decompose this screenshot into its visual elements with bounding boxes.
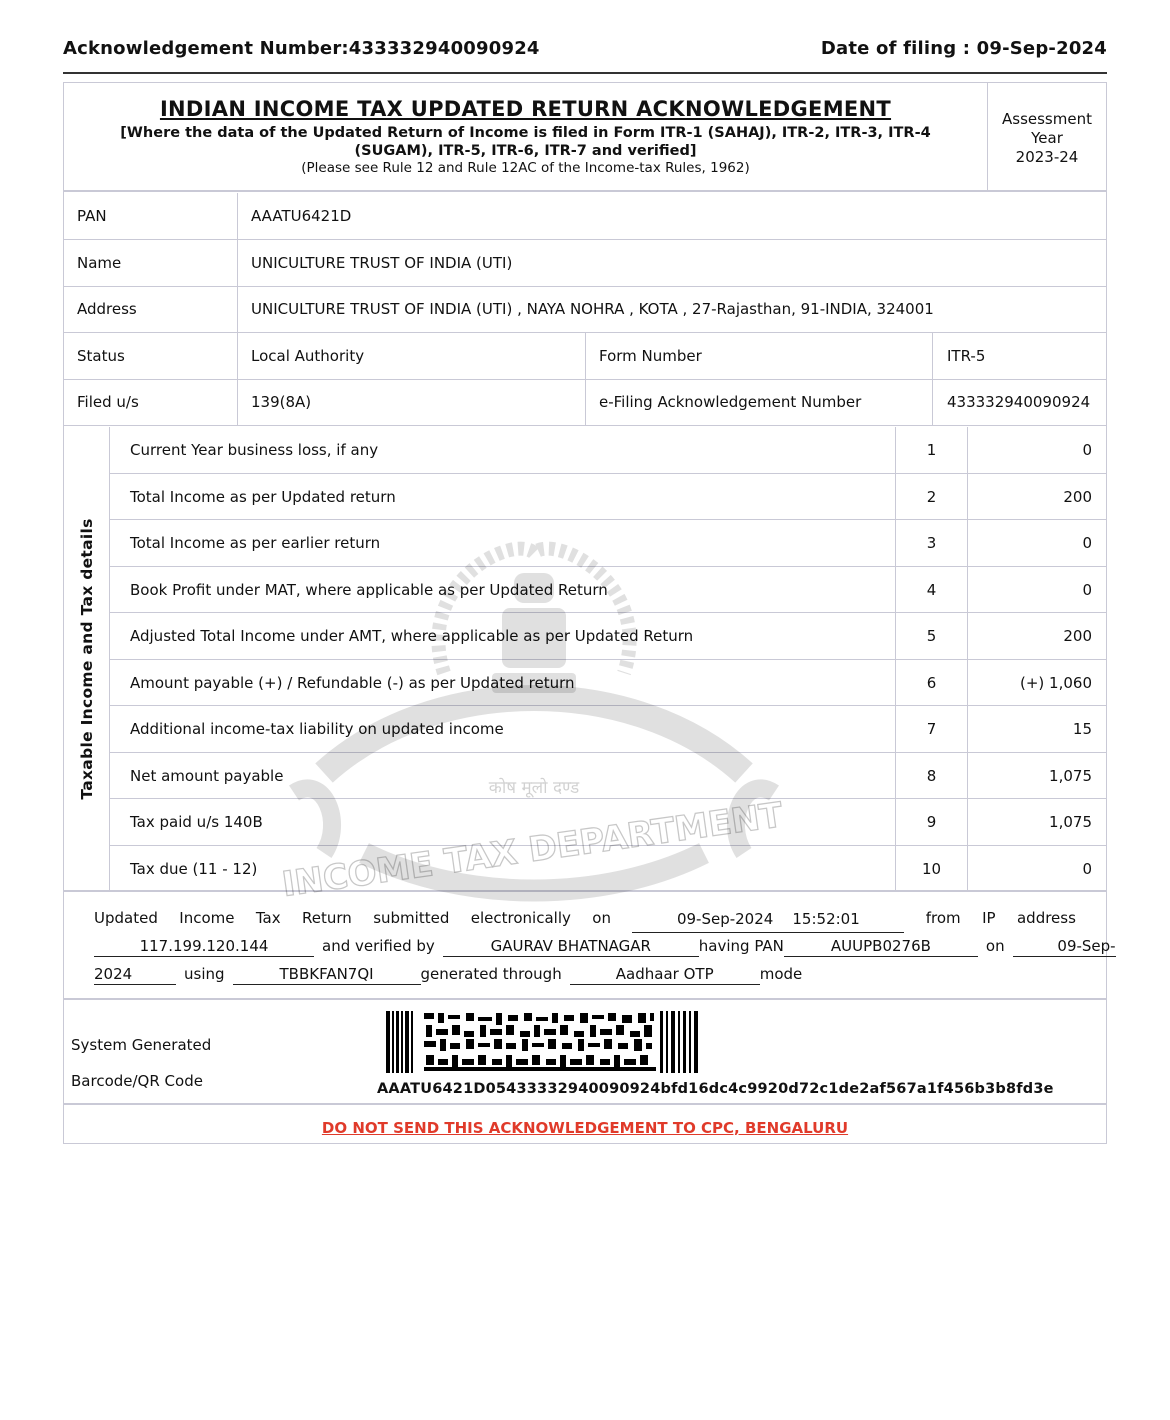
on-text: on [985, 937, 1005, 955]
row-number: 5 [896, 613, 968, 659]
barcode-icon [386, 1011, 706, 1075]
using-text: using [184, 965, 225, 983]
barcode-label-line-2: Barcode/QR Code [71, 1072, 203, 1090]
row-value: 1,075 [1049, 766, 1092, 785]
row-value: 15 [1072, 720, 1092, 738]
verifier-name: GAURAV BHATNAGAR [443, 936, 699, 957]
name-value: UNICULTURE TRUST OF INDIA (UTI) [251, 254, 513, 272]
ip-address: 117.199.120.144 [94, 936, 314, 957]
row-value: 0 [1082, 859, 1092, 878]
row-number: 3 [896, 520, 968, 566]
pan-label: PAN [64, 193, 238, 239]
filed-value: 139(8A) [238, 379, 586, 425]
seal-text: INCOME TAX DEPARTMENT [279, 795, 786, 906]
row-description: Additional income-tax liability on updated income [110, 706, 896, 752]
assessment-year [988, 83, 1106, 192]
row-value: 0 [1082, 580, 1092, 599]
address-label: Address [64, 286, 238, 332]
efiling-label: e-Filing Acknowledgement Number [586, 379, 933, 425]
row-value: 200 [1063, 487, 1092, 506]
row-number: 4 [896, 567, 968, 613]
statement-word: submitted [373, 909, 450, 927]
name-row [64, 240, 1106, 287]
table-row [110, 799, 1106, 846]
tax-side-label-column [64, 427, 110, 892]
page-title: INDIAN INCOME TAX UPDATED RETURN ACKNOWLEDGEMENT [159, 97, 892, 121]
row-description: Total Income as per Updated return [110, 474, 896, 520]
table-row [110, 846, 1106, 893]
verification-mode: Aadhaar OTP [570, 964, 760, 985]
barcode-section [64, 1001, 1106, 1105]
table-row [110, 520, 1106, 567]
statement-word: address [1016, 909, 1076, 927]
submission-statement [64, 893, 1116, 1000]
table-row [110, 613, 1106, 660]
top-bar [63, 38, 1107, 74]
statement-line-1 [94, 909, 1106, 933]
table-row [110, 567, 1106, 614]
seal-motto: कोष मूलो दण्ड [488, 778, 580, 798]
address-row [64, 286, 1106, 333]
assessment-year-label-2: Year [1031, 129, 1063, 147]
statement-line-3 [94, 964, 1106, 988]
row-value: (+) 1,060 [1020, 673, 1092, 692]
assessment-year-value: 2023-24 [1015, 148, 1079, 166]
verified-by-text: and verified by [322, 937, 435, 955]
table-row [110, 660, 1106, 707]
table-row [110, 427, 1106, 474]
verification-code: TBBKFAN7QI [233, 964, 421, 985]
table-row [110, 753, 1106, 800]
address-value: UNICULTURE TRUST OF INDIA (UTI) , NAYA NOHRA , KOTA , 27-Rajasthan, 91-INDIA, 324001 [251, 300, 934, 318]
header-title-block [64, 83, 988, 192]
header-subtitle: [Where the data of the Updated Return of Income is filed in Form ITR-1 (SAHAJ), ITR-2, ITR-3, ITR-4 (SUGAM), ITR-5, ITR-6, ITR-7 and verified] [120, 125, 931, 159]
header-rule-note: (Please see Rule 12 and Rule 12AC of the Income-tax Rules, 1962) [301, 160, 750, 176]
submission-datetime: 09-Sep-2024 15:52:01 [632, 909, 904, 933]
status-row [64, 333, 1106, 380]
statement-word: IP [982, 909, 996, 927]
row-description: Adjusted Total Income under AMT, where applicable as per Updated Return [110, 613, 896, 659]
row-description: Net amount payable [110, 753, 896, 799]
verifier-pan: AUUPB0276B [784, 936, 978, 957]
table-row [110, 706, 1106, 753]
mode-text: mode [759, 965, 803, 983]
barcode-label-line-1: System Generated [71, 1036, 212, 1054]
form-number-label: Form Number [586, 333, 933, 379]
statement-word: Updated [94, 909, 158, 927]
status-label: Status [64, 333, 238, 379]
row-description: Total Income as per earlier return [110, 520, 896, 566]
row-value: 1,075 [1049, 813, 1092, 831]
table-row [110, 474, 1106, 521]
statement-line-2 [94, 936, 1116, 960]
cpc-notice: DO NOT SEND THIS ACKNOWLEDGEMENT TO CPC, BENGALURU [321, 1119, 849, 1137]
row-description: Current Year business loss, if any [110, 427, 896, 473]
status-value: Local Authority [238, 333, 586, 379]
row-number: 1 [896, 427, 968, 473]
pan-row [64, 193, 1106, 240]
statement-word: Income [179, 909, 235, 927]
row-number: 7 [896, 706, 968, 752]
row-description: Book Profit under MAT, where applicable as per Updated Return [110, 567, 896, 613]
row-number: 8 [896, 753, 968, 799]
assessment-year-label-1: Assessment [1002, 110, 1092, 128]
generated-through-text: generated through [420, 965, 562, 983]
row-number: 6 [896, 660, 968, 706]
row-description: Tax due (11 - 12) [110, 846, 896, 892]
row-value: 0 [1082, 441, 1092, 459]
filed-label: Filed u/s [64, 379, 238, 425]
statement-word: Return [302, 909, 352, 927]
having-pan-text: having PAN [698, 937, 784, 955]
barcode-text: AAATU6421D05433332940090924bfd16dc4c9920d72c1de2af567a1f456b3b8fd3e [377, 1081, 1054, 1097]
document-header [64, 83, 1106, 192]
efiling-value: 433332940090924 [947, 393, 1091, 411]
row-number: 9 [896, 799, 968, 845]
verification-date-part-1: 09-Sep- [1013, 936, 1116, 957]
statement-word: Tax [255, 909, 281, 927]
row-number: 2 [896, 474, 968, 520]
row-description: Tax paid u/s 140B [110, 799, 896, 845]
tax-side-label: Taxable Income and Tax details [78, 518, 96, 800]
form-number-value: ITR-5 [947, 347, 986, 365]
statement-word: electronically [470, 909, 571, 927]
statement-word: on [592, 909, 611, 927]
name-label: Name [64, 240, 238, 286]
acknowledgement-number: Acknowledgement Number:433332940090924 [63, 38, 540, 59]
acknowledgement-document [63, 82, 1116, 1144]
verification-date-part-2: 2024 [94, 964, 176, 985]
tax-details-table [64, 427, 1106, 906]
statement-word: from [925, 909, 961, 927]
date-of-filing: Date of filing : 09-Sep-2024 [820, 38, 1107, 59]
barcode-label [71, 1027, 211, 1099]
filed-row [64, 379, 1106, 426]
row-value: 200 [1063, 627, 1092, 645]
row-number: 10 [896, 846, 968, 892]
row-value: 0 [1082, 534, 1092, 552]
row-description: Amount payable (+) / Refundable (-) as per Updated return [110, 660, 896, 706]
pan-value: AAATU6421D [251, 207, 352, 225]
